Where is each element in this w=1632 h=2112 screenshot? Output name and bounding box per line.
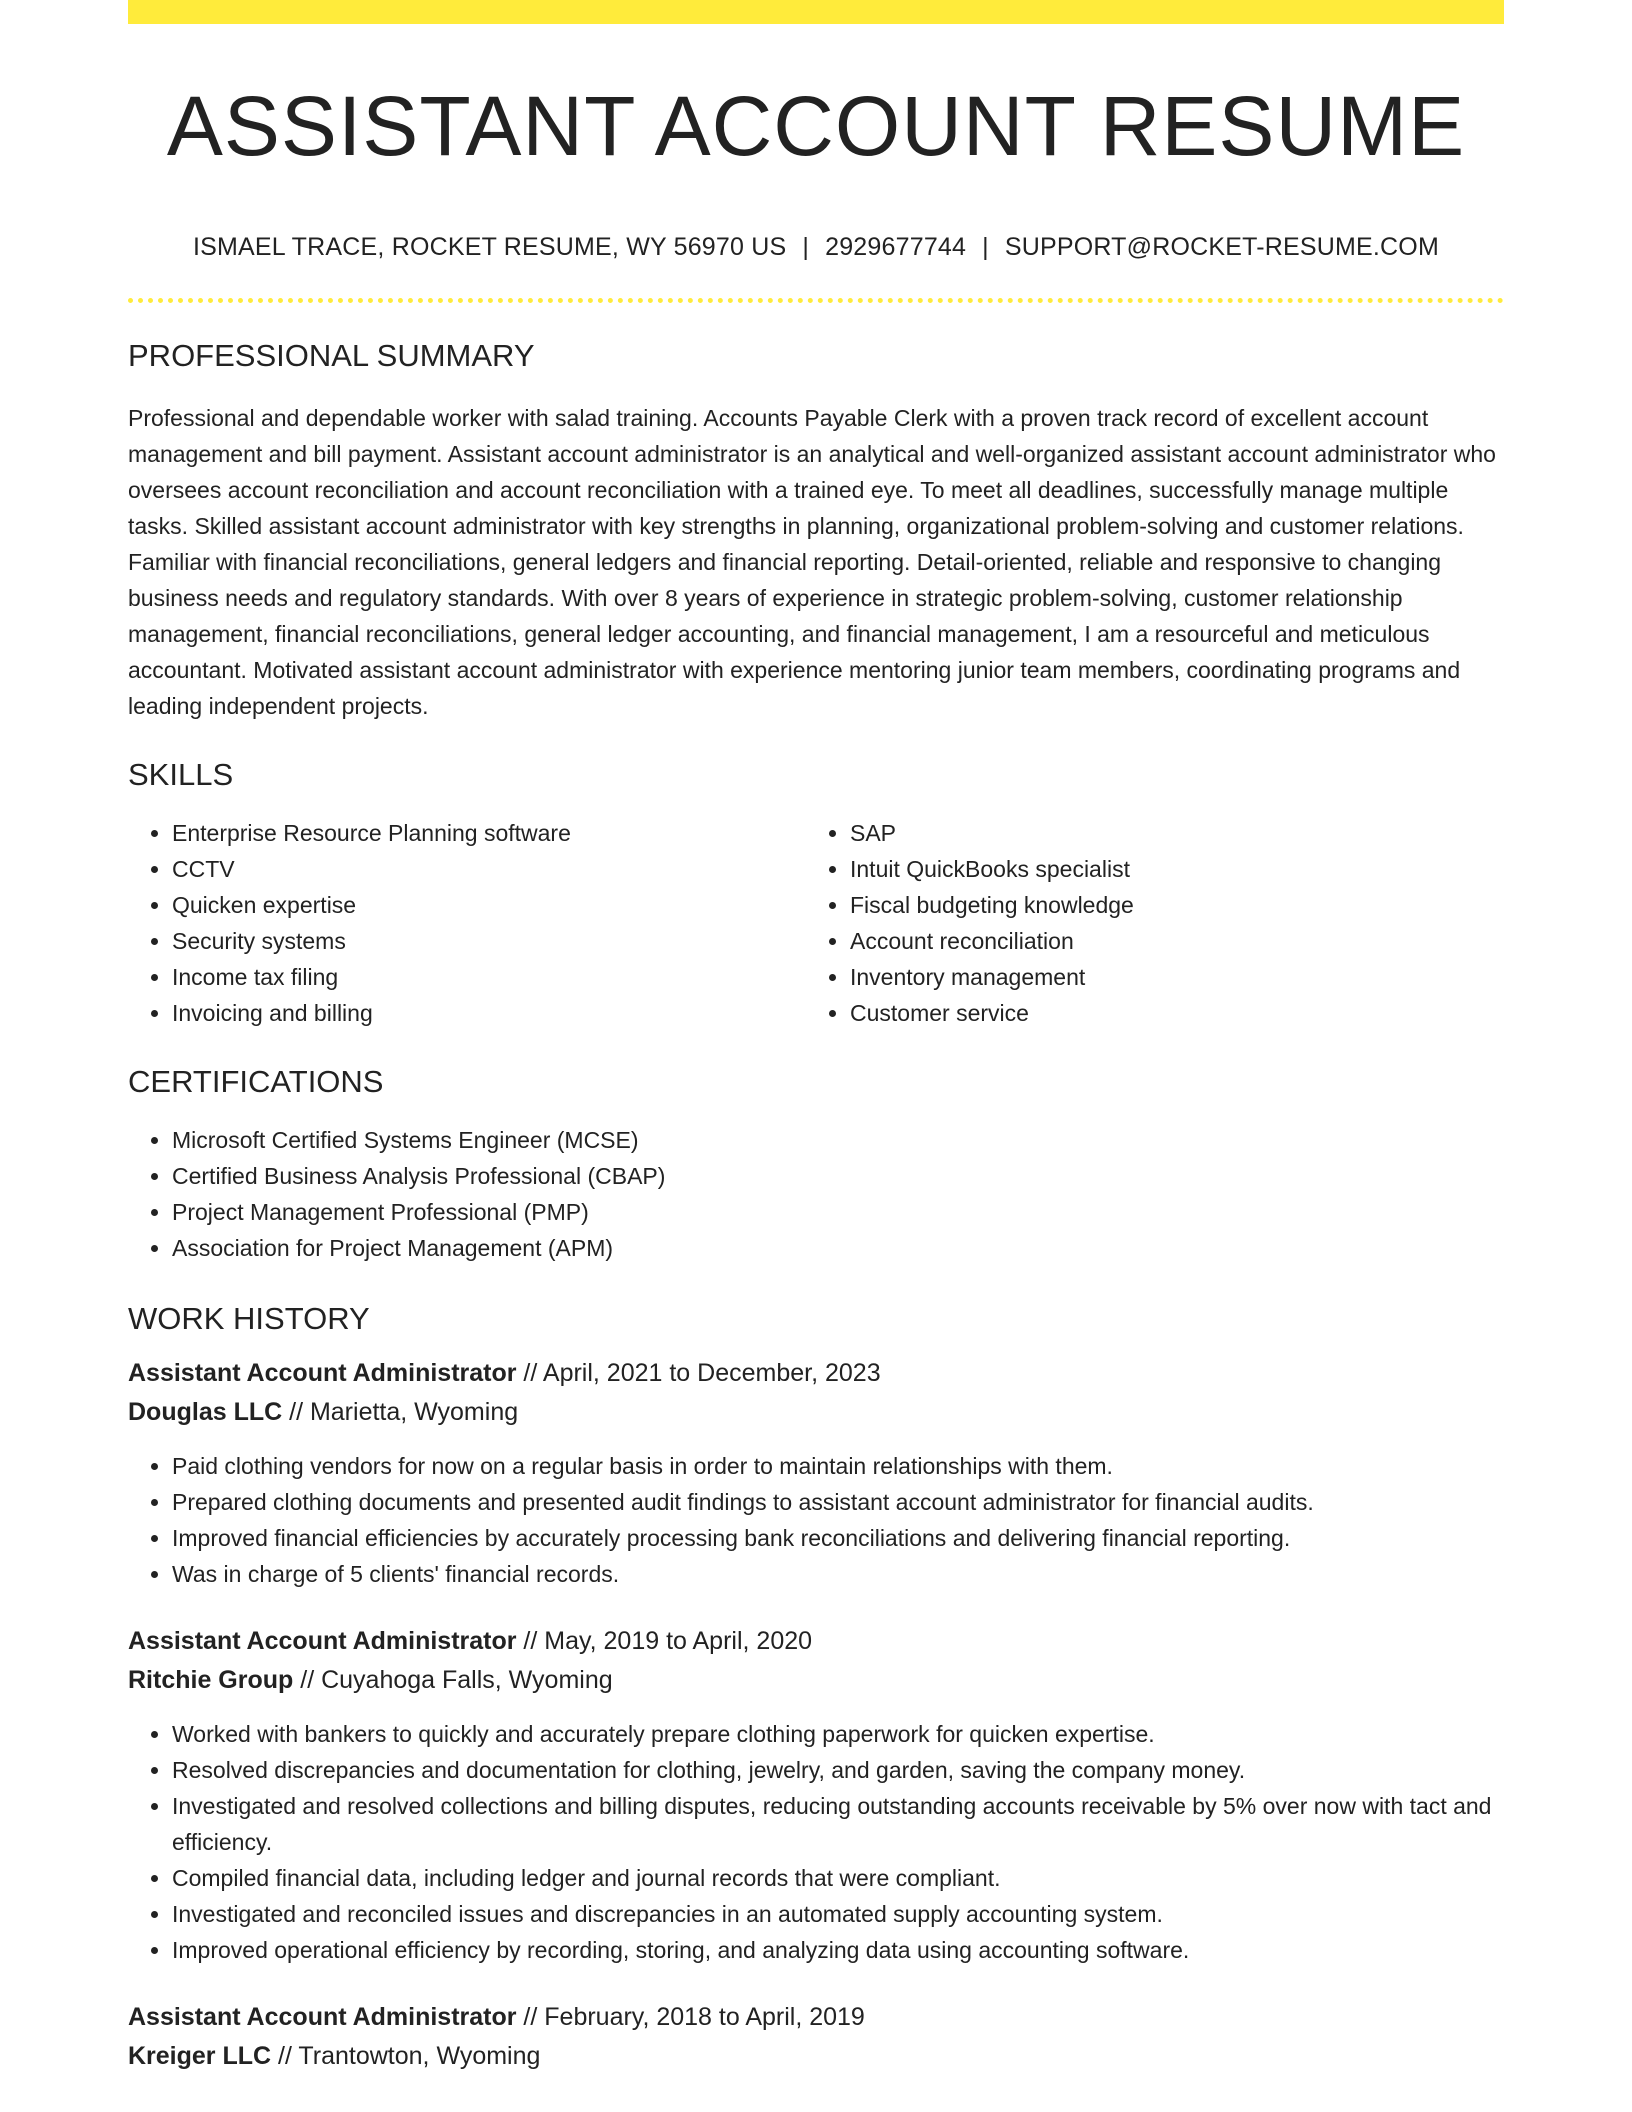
job-entry <box>128 1622 1504 1968</box>
contact-address: ISMAEL TRACE, ROCKET RESUME, WY 56970 US <box>193 233 787 261</box>
skills-columns <box>128 815 1504 1031</box>
certification-item: • Microsoft Certified Systems Engineer (MCSE) <box>172 1122 1504 1158</box>
job-bullet: • Paid clothing vendors for now on a regular basis in order to maintain relationships with them. <box>172 1448 1504 1484</box>
skill-item: • Customer service <box>850 995 1484 1031</box>
skills-left-list <box>128 815 806 1031</box>
skill-item: • Intuit QuickBooks specialist <box>850 851 1484 887</box>
contact-line <box>128 235 1504 260</box>
job-dates: // February, 2018 to April, 2019 <box>516 2003 865 2031</box>
job-company-line <box>128 1661 1504 1700</box>
job-company-line <box>128 1393 1504 1432</box>
skill-item: • Fiscal budgeting knowledge <box>850 887 1484 923</box>
resume-page <box>128 0 1504 2076</box>
job-bullet: • Improved operational efficiency by recording, storing, and analyzing data using accounting software. <box>172 1932 1504 1968</box>
summary-text: Professional and dependable worker with salad training. Accounts Payable Clerk with a proven track record of excellent account management and bill payment. Assistant account administrator is an analytical and well-organized assistant account administrator who oversees account reconciliation and account reconciliation with a trained eye. To meet all deadlines, successfully manage multiple tasks. Skilled assistant account administrator with key strengths in planning, organizational problem-solving and customer relations. Familiar with financial reconciliations, general ledgers and financial reporting. Detail-oriented, reliable and responsive to changing business needs and regulatory standards. With over 8 years of experience in strategic problem-solving, customer relationship management, financial reconciliations, general ledger accounting, and financial management, I am a resourceful and meticulous accountant. Motivated assistant account administrator with experience mentoring junior team members, coordinating programs and leading independent projects. <box>128 405 1496 719</box>
summary-heading: PROFESSIONAL SUMMARY <box>128 338 535 373</box>
job-company: Kreiger LLC <box>128 2042 272 2070</box>
job-bullet: • Prepared clothing documents and presented audit findings to assistant account administrator for financial audits. <box>172 1484 1504 1520</box>
job-bullet: • Compiled financial data, including ledger and journal records that were compliant. <box>172 1860 1504 1896</box>
skills-right-list <box>806 815 1484 1031</box>
resume-title: ASSISTANT ACCOUNT RESUME <box>166 79 1466 173</box>
contact-email: SUPPORT@ROCKET-RESUME.COM <box>1004 233 1439 261</box>
skill-item: • Income tax filing <box>172 959 806 995</box>
job-location: // Cuyahoga Falls, Wyoming <box>293 1666 613 1694</box>
certification-item: • Association for Project Management (APM) <box>172 1230 1504 1266</box>
skills-heading: SKILLS <box>128 757 234 792</box>
skill-item: • Enterprise Resource Planning software <box>172 815 806 851</box>
skill-item: • CCTV <box>172 851 806 887</box>
job-bullet: • Investigated and resolved collections and billing disputes, reducing outstanding accounts receivable by 5% over now with tact and efficiency. <box>172 1788 1504 1860</box>
skill-item: • Account reconciliation <box>850 923 1484 959</box>
contact-separator: | <box>982 233 989 261</box>
skill-item: • Quicken expertise <box>172 887 806 923</box>
certifications-heading: CERTIFICATIONS <box>128 1064 384 1099</box>
certification-item: • Project Management Professional (PMP) <box>172 1194 1504 1230</box>
job-title-line <box>128 1354 1504 1393</box>
job-title: Assistant Account Administrator <box>128 1359 517 1387</box>
skill-item: • SAP <box>850 815 1484 851</box>
certification-item: • Certified Business Analysis Professional (CBAP) <box>172 1158 1504 1194</box>
job-entry <box>128 1354 1504 1592</box>
job-bullet: • Investigated and reconciled issues and discrepancies in an automated supply accounting system. <box>172 1896 1504 1932</box>
job-bullet: • Worked with bankers to quickly and accurately prepare clothing paperwork for quicken expertise. <box>172 1716 1504 1752</box>
top-accent-bar <box>128 0 1504 24</box>
job-entry <box>128 1998 1504 2076</box>
skill-item: • Security systems <box>172 923 806 959</box>
skill-item: • Inventory management <box>850 959 1484 995</box>
job-company: Ritchie Group <box>128 1666 294 1694</box>
contact-separator: | <box>802 233 810 261</box>
contact-phone: 2929677744 <box>825 233 967 261</box>
job-location: // Marietta, Wyoming <box>282 1398 519 1426</box>
job-bullet: • Improved financial efficiencies by accurately processing bank reconciliations and delivering financial reporting. <box>172 1520 1504 1556</box>
job-bullet-list <box>128 1716 1504 1968</box>
skill-item: • Invoicing and billing <box>172 995 806 1031</box>
job-company-line <box>128 2037 1504 2076</box>
job-dates: // April, 2021 to December, 2023 <box>516 1359 881 1387</box>
job-title-line <box>128 1622 1504 1661</box>
job-dates: // May, 2019 to April, 2020 <box>516 1627 813 1655</box>
job-bullet-list <box>128 1448 1504 1592</box>
work-history-heading: WORK HISTORY <box>128 1301 370 1336</box>
job-company: Douglas LLC <box>128 1398 283 1426</box>
job-title: Assistant Account Administrator <box>128 1627 517 1655</box>
job-title: Assistant Account Administrator <box>128 2003 517 2031</box>
job-bullet: • Resolved discrepancies and documentation for clothing, jewelry, and garden, saving the company money. <box>172 1752 1504 1788</box>
job-bullet: • Was in charge of 5 clients' financial records. <box>172 1556 1504 1592</box>
job-title-line <box>128 1998 1504 2037</box>
certifications-list <box>128 1122 1504 1266</box>
dotted-divider <box>128 298 1504 303</box>
job-location: // Trantowton, Wyoming <box>271 2042 541 2070</box>
